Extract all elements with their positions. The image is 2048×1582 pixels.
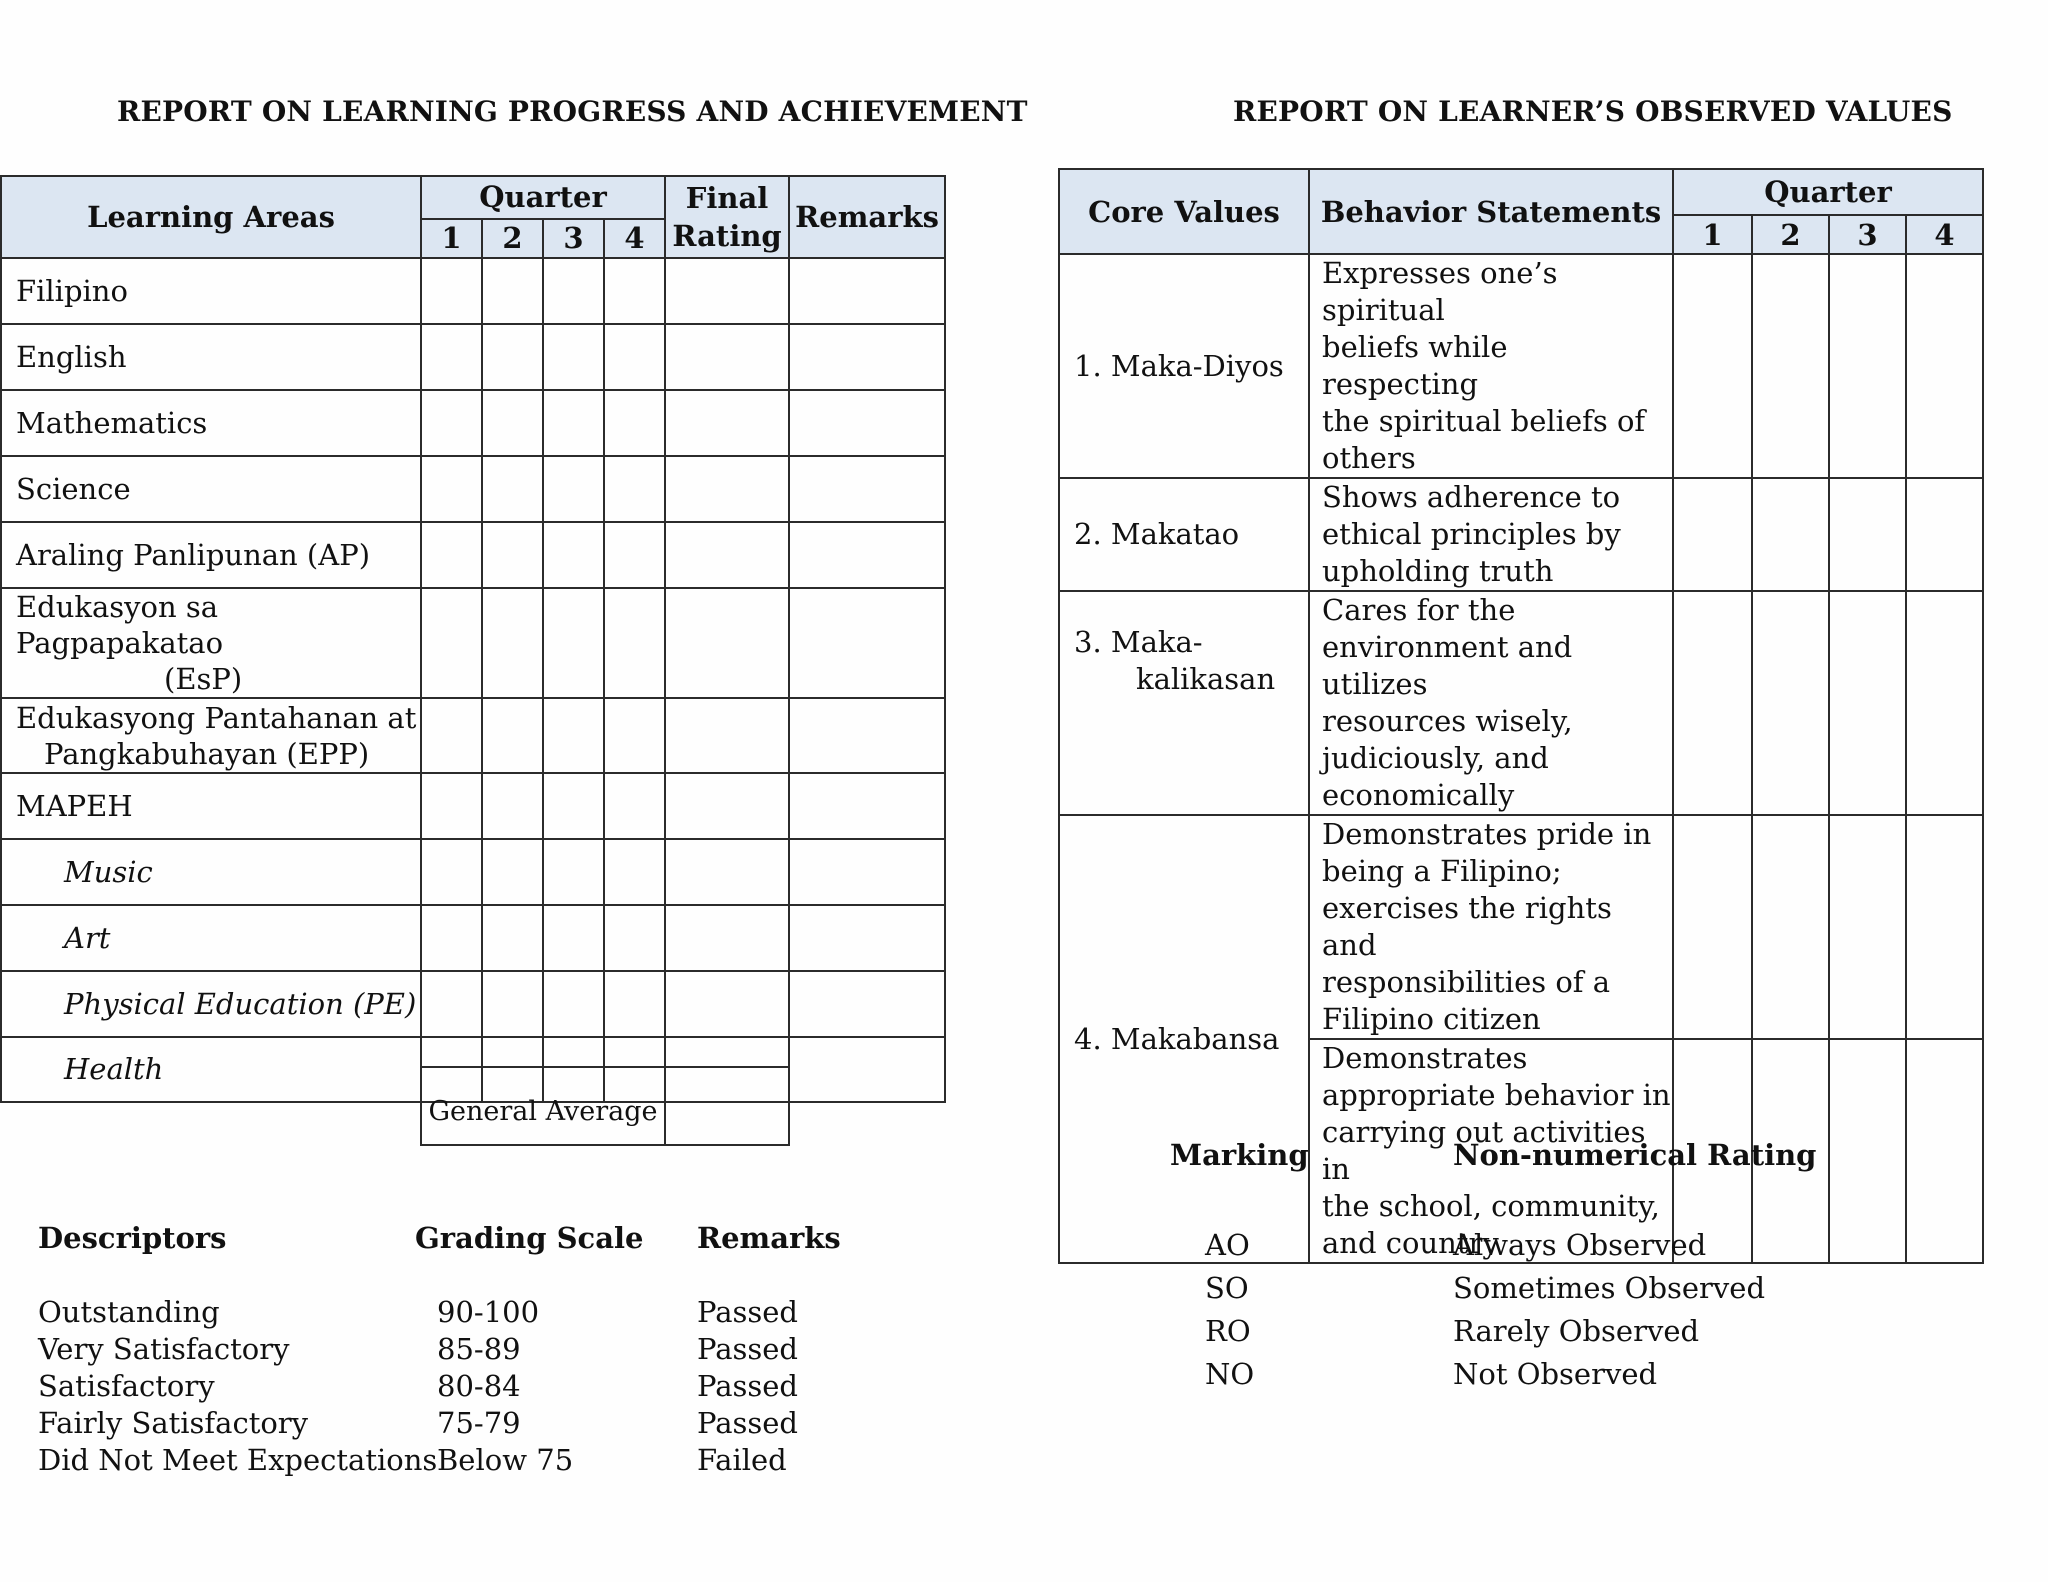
rating-cell[interactable] (1906, 478, 1983, 591)
table-row (1, 839, 945, 905)
table-row (1, 905, 945, 971)
grading-scale-list (437, 1294, 573, 1479)
subject-pe: Physical Education (PE) (1, 971, 421, 1037)
quarter-4-header: 4 (1906, 215, 1983, 254)
marking-item: RO (1205, 1314, 1251, 1348)
grade-cell[interactable] (543, 258, 604, 324)
grade-cell[interactable] (482, 324, 543, 390)
final-rating-cell[interactable] (665, 522, 789, 588)
quarter-3-header: 3 (1829, 215, 1906, 254)
table-row (1059, 591, 1983, 815)
grade-cell[interactable] (482, 522, 543, 588)
grade-cell[interactable] (604, 456, 665, 522)
remarks-cell[interactable] (789, 971, 945, 1037)
grade-cell[interactable] (421, 324, 482, 390)
final-rating-cell[interactable] (665, 971, 789, 1037)
grade-cell[interactable] (482, 258, 543, 324)
remarks-cell[interactable] (789, 839, 945, 905)
rating-cell[interactable] (1829, 1039, 1906, 1263)
grade-cell[interactable] (604, 773, 665, 839)
grade-cell[interactable] (421, 773, 482, 839)
scale-item: 90-100 (437, 1295, 540, 1329)
table-row (1059, 815, 1983, 1039)
subject-mathematics: Mathematics (1, 390, 421, 456)
subject-health: Health (1, 1037, 421, 1102)
remarks-cell[interactable] (789, 588, 945, 698)
marking-heading: Marking (1170, 1138, 1309, 1172)
grade-cell[interactable] (482, 905, 543, 971)
quarter-3-header: 3 (543, 219, 604, 258)
rating-cell[interactable] (1906, 254, 1983, 478)
remarks-heading: Remarks (697, 1221, 841, 1255)
grade-cell[interactable] (421, 839, 482, 905)
rating-cell[interactable] (1673, 254, 1752, 478)
remarks-cell[interactable] (789, 258, 945, 324)
core-value-maka-kalikasan: 3. Maka- kalikasan (1059, 591, 1309, 815)
grade-cell[interactable] (604, 390, 665, 456)
rating-list (1453, 1224, 1765, 1396)
marking-item: SO (1205, 1271, 1249, 1305)
table-row (1, 588, 945, 698)
rating-cell[interactable] (1906, 815, 1983, 1039)
table-row (1, 971, 945, 1037)
remarks-cell[interactable] (789, 324, 945, 390)
general-average-value-cell[interactable] (665, 1067, 789, 1145)
grade-cell[interactable] (543, 522, 604, 588)
remarks-cell[interactable] (789, 456, 945, 522)
subject-filipino: Filipino (1, 258, 421, 324)
table-row (1, 324, 945, 390)
descriptors-heading: Descriptors (38, 1221, 227, 1255)
behavior-statements-header: Behavior Statements (1309, 169, 1673, 254)
subject-music: Music (1, 839, 421, 905)
remarks-item: Failed (697, 1443, 787, 1477)
descriptor-list (38, 1294, 437, 1479)
grade-cell[interactable] (543, 588, 604, 698)
behavior-statement: Demonstrates pride in being a Filipino; exercises the rights and responsibilities of a Filipino citizen (1309, 815, 1673, 1039)
core-value-maka-diyos: 1. Maka-Diyos (1059, 254, 1309, 478)
grading-scale-heading: Grading Scale (415, 1221, 644, 1255)
grade-cell[interactable] (421, 258, 482, 324)
grade-cell[interactable] (482, 839, 543, 905)
learning-areas-table (0, 175, 946, 1103)
subject-epp: Edukasyong Pantahanan at Pangkabuhayan (EPP) (1, 698, 421, 773)
rating-item: Always Observed (1453, 1228, 1707, 1262)
final-rating-cell[interactable] (665, 258, 789, 324)
final-rating-cell[interactable] (665, 905, 789, 971)
table-row (1059, 254, 1983, 478)
marking-item: AO (1205, 1228, 1250, 1262)
grade-cell[interactable] (604, 258, 665, 324)
rating-cell[interactable] (1752, 478, 1829, 591)
grade-cell[interactable] (482, 456, 543, 522)
core-values-table (1058, 168, 1984, 1264)
rating-cell[interactable] (1752, 254, 1829, 478)
grade-cell[interactable] (421, 522, 482, 588)
grade-cell[interactable] (543, 390, 604, 456)
rating-cell[interactable] (1752, 591, 1829, 815)
rating-item: Rarely Observed (1453, 1314, 1700, 1348)
grade-cell[interactable] (421, 456, 482, 522)
grade-cell[interactable] (543, 773, 604, 839)
grade-cell[interactable] (421, 698, 482, 773)
final-rating-cell[interactable] (665, 588, 789, 698)
marking-item: NO (1205, 1357, 1255, 1391)
grade-cell[interactable] (421, 971, 482, 1037)
subject-esp: Edukasyon sa Pagpapakatao (EsP) (1, 588, 421, 698)
grade-cell[interactable] (604, 698, 665, 773)
grade-cell[interactable] (604, 522, 665, 588)
scale-item: 85-89 (437, 1332, 521, 1366)
grade-cell[interactable] (543, 324, 604, 390)
general-average-table (420, 1066, 790, 1146)
rating-item: Not Observed (1453, 1357, 1658, 1391)
rating-cell[interactable] (1829, 254, 1906, 478)
final-rating-cell[interactable] (665, 698, 789, 773)
rating-cell[interactable] (1829, 478, 1906, 591)
grade-cell[interactable] (543, 698, 604, 773)
grade-cell[interactable] (421, 588, 482, 698)
table-row (1, 258, 945, 324)
final-rating-cell[interactable] (665, 773, 789, 839)
table-row (1, 456, 945, 522)
grade-cell[interactable] (604, 588, 665, 698)
grade-cell[interactable] (604, 971, 665, 1037)
grade-cell[interactable] (482, 698, 543, 773)
descriptor-item: Did Not Meet Expectations (38, 1443, 438, 1477)
remarks-list (697, 1294, 798, 1479)
subject-araling-panlipunan: Araling Panlipunan (AP) (1, 522, 421, 588)
rating-cell[interactable] (1673, 478, 1752, 591)
behavior-statement: Cares for the environment and utilizes resources wisely, judiciously, and economically (1309, 591, 1673, 815)
remarks-item: Passed (697, 1295, 798, 1329)
core-value-makabansa: 4. Makabansa (1059, 815, 1309, 1263)
descriptor-item: Fairly Satisfactory (38, 1406, 309, 1440)
marking-list (1205, 1224, 1254, 1396)
table-row (1, 698, 945, 773)
subject-science: Science (1, 456, 421, 522)
table-row (1, 390, 945, 456)
grade-cell[interactable] (543, 456, 604, 522)
grade-cell[interactable] (543, 839, 604, 905)
quarter-1-header: 1 (1673, 215, 1752, 254)
grade-cell[interactable] (604, 905, 665, 971)
learning-areas-header: Learning Areas (1, 176, 421, 258)
table-row (1, 522, 945, 588)
grade-cell[interactable] (543, 905, 604, 971)
rating-item: Sometimes Observed (1453, 1271, 1766, 1305)
general-average-label: General Average (421, 1067, 665, 1145)
final-rating-cell[interactable] (665, 839, 789, 905)
quarter-4-header: 4 (604, 219, 665, 258)
quarter-2-header: 2 (482, 219, 543, 258)
descriptor-item: Satisfactory (38, 1369, 215, 1403)
grade-cell[interactable] (604, 324, 665, 390)
subject-mapeh: MAPEH (1, 773, 421, 839)
final-rating-header: Final Rating (665, 176, 789, 258)
rating-cell[interactable] (1752, 815, 1829, 1039)
grade-cell[interactable] (482, 390, 543, 456)
grade-cell[interactable] (421, 905, 482, 971)
descriptor-item: Outstanding (38, 1295, 220, 1329)
descriptor-item: Very Satisfactory (38, 1332, 290, 1366)
grade-cell[interactable] (482, 588, 543, 698)
grade-cell[interactable] (604, 839, 665, 905)
remarks-item: Passed (697, 1406, 798, 1440)
grade-cell[interactable] (543, 971, 604, 1037)
remarks-cell[interactable] (789, 698, 945, 773)
remarks-item: Passed (697, 1332, 798, 1366)
behavior-statement: Expresses one’s spiritual beliefs while respecting the spiritual beliefs of others (1309, 254, 1673, 478)
rating-cell[interactable] (1829, 591, 1906, 815)
rating-cell[interactable] (1906, 1039, 1983, 1263)
scale-item: Below 75 (437, 1443, 574, 1477)
remarks-header: Remarks (789, 176, 945, 258)
quarter-2-header: 2 (1752, 215, 1829, 254)
table-row (1059, 478, 1983, 591)
rating-cell[interactable] (1906, 591, 1983, 815)
final-rating-cell[interactable] (665, 390, 789, 456)
subject-english: English (1, 324, 421, 390)
remarks-item: Passed (697, 1369, 798, 1403)
remarks-cell[interactable] (789, 522, 945, 588)
final-rating-cell[interactable] (665, 324, 789, 390)
quarter-1-header: 1 (421, 219, 482, 258)
table-row (1, 773, 945, 839)
core-values-header: Core Values (1059, 169, 1309, 254)
subject-art: Art (1, 905, 421, 971)
remarks-cell[interactable] (789, 390, 945, 456)
behavior-statement: Shows adherence to ethical principles by upholding truth (1309, 478, 1673, 591)
scale-item: 80-84 (437, 1369, 521, 1403)
scale-item: 75-79 (437, 1406, 521, 1440)
quarter-header: Quarter (421, 176, 665, 219)
non-numerical-rating-heading: Non-numerical Rating (1453, 1138, 1817, 1172)
observed-values-title: REPORT ON LEARNER’S OBSERVED VALUES (1233, 95, 1953, 128)
rating-cell[interactable] (1673, 591, 1752, 815)
grade-cell[interactable] (482, 971, 543, 1037)
grade-cell[interactable] (482, 773, 543, 839)
final-rating-cell[interactable] (665, 456, 789, 522)
grade-cell[interactable] (421, 390, 482, 456)
remarks-cell[interactable] (789, 1037, 945, 1102)
remarks-cell[interactable] (789, 905, 945, 971)
quarter-header: Quarter (1673, 169, 1983, 215)
core-value-makatao: 2. Makatao (1059, 478, 1309, 591)
rating-cell[interactable] (1829, 815, 1906, 1039)
remarks-cell[interactable] (789, 773, 945, 839)
behavior-statement: Demonstrates appropriate behavior in carrying out activities in the school, community, and country (1309, 1039, 1673, 1263)
rating-cell[interactable] (1673, 815, 1752, 1039)
learning-progress-title: REPORT ON LEARNING PROGRESS AND ACHIEVEMENT (117, 95, 1028, 128)
